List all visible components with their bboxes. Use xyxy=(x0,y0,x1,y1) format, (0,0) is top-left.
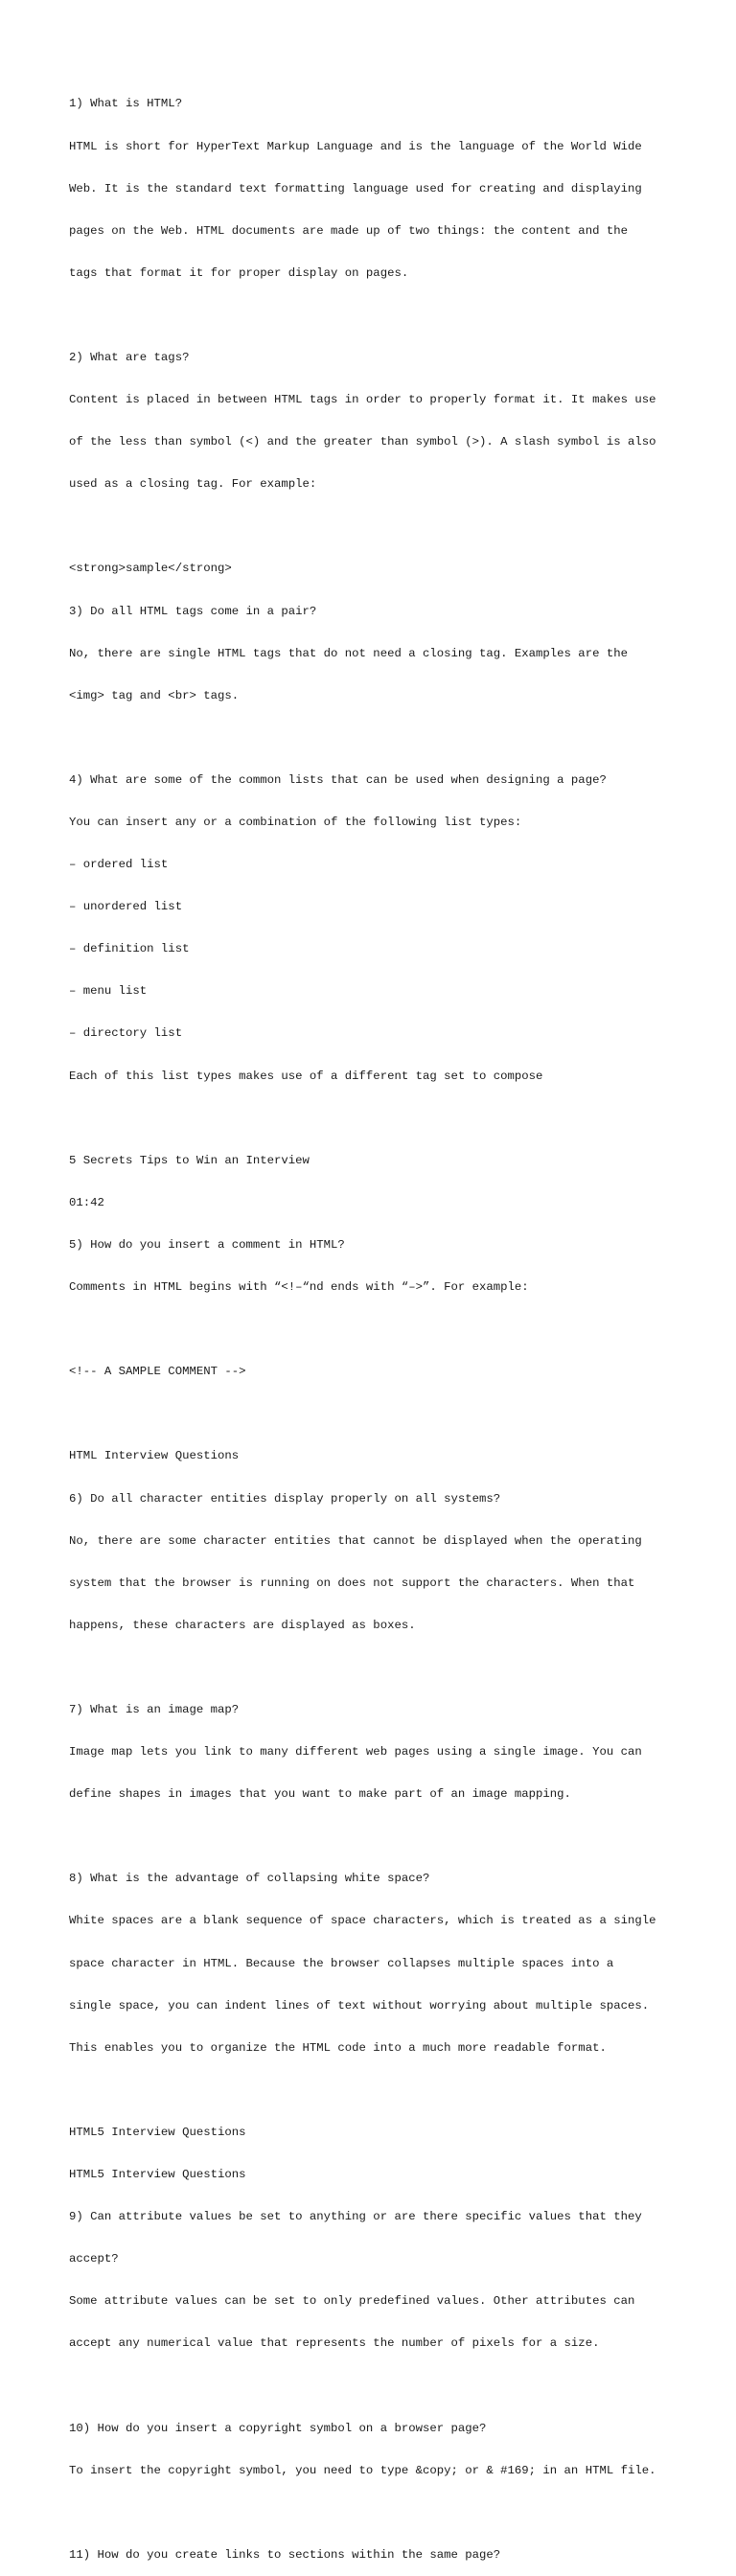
text-line: 2) What are tags? xyxy=(69,350,190,364)
blank-line xyxy=(69,1661,721,1675)
list-item: – directory list xyxy=(69,1026,183,1041)
text-line: 10) How do you insert a copyright symbol on a browser page? xyxy=(69,2421,487,2435)
text-line: 11) How do you create links to sections within the same page? xyxy=(69,2547,501,2562)
text-line: To insert the copyright symbol, you need to type &copy; or & #169; in an HTML file. xyxy=(69,2463,656,2477)
text-line: Each of this list types makes use of a different tag set to compose xyxy=(69,1069,543,1083)
text-line: HTML is short for HyperText Markup Language and is the language of the World Wide xyxy=(69,139,642,153)
blank-line xyxy=(69,2506,721,2520)
text-line: 3) Do all HTML tags come in a pair? xyxy=(69,604,317,618)
text-line: 7) What is an image map? xyxy=(69,1702,240,1716)
blank-line xyxy=(69,2083,721,2098)
text-line: Web. It is the standard text formatting language used for creating and displaying xyxy=(69,181,642,196)
text-line: 5 Secrets Tips to Win an Interview xyxy=(69,1153,310,1167)
text-line: 1) What is HTML? xyxy=(69,97,183,111)
blank-line xyxy=(69,1322,721,1337)
text-line: 5) How do you insert a comment in HTML? xyxy=(69,1237,345,1252)
text-line: accept any numerical value that represents the number of pixels for a size. xyxy=(69,2336,600,2351)
text-line: HTML Interview Questions xyxy=(69,1449,240,1463)
text-line: of the less than symbol (<) and the greater than symbol (>). A slash symbol is also xyxy=(69,435,656,449)
text-line: used as a closing tag. For example: xyxy=(69,477,317,492)
list-item: – menu list xyxy=(69,984,148,999)
text-line: You can insert any or a combination of the following list types: xyxy=(69,816,522,829)
text-line: This enables you to organize the HTML code into a much more readable format. xyxy=(69,2040,607,2055)
list-item: – definition list xyxy=(69,942,190,956)
text-line: 8) What is the advantage of collapsing white space? xyxy=(69,1872,430,1886)
blank-line xyxy=(69,1829,721,1844)
list-item: – unordered list xyxy=(69,900,183,914)
list-item: – ordered list xyxy=(69,858,169,872)
text-line: <img> tag and <br> tags. xyxy=(69,688,240,702)
text-line: <!-- A SAMPLE COMMENT --> xyxy=(69,1365,246,1379)
blank-line xyxy=(69,731,721,746)
blank-line xyxy=(69,1112,721,1126)
blank-line xyxy=(69,519,721,534)
text-line: pages on the Web. HTML documents are made up of two things: the content and the xyxy=(69,223,628,238)
text-line: tags that format it for proper display on pages. xyxy=(69,265,409,280)
text-line: space character in HTML. Because the browser collapses multiple spaces into a xyxy=(69,1956,614,1970)
text-line: HTML5 Interview Questions xyxy=(69,2125,246,2139)
blank-line xyxy=(69,2379,721,2393)
blank-line xyxy=(69,1407,721,1421)
text-line: Comments in HTML begins with “<!–“nd ends with “–>”. For example: xyxy=(69,1280,529,1295)
text-line: 01:42 xyxy=(69,1195,104,1209)
text-line: 4) What are some of the common lists that can be used when designing a page? xyxy=(69,772,607,787)
text-line: HTML5 Interview Questions xyxy=(69,2168,246,2181)
text-line: define shapes in images that you want to make part of an image mapping. xyxy=(69,1787,571,1802)
document-body xyxy=(69,69,721,2576)
text-line: single space, you can indent lines of text without worrying about multiple spaces. xyxy=(69,1998,650,2012)
blank-line xyxy=(69,309,721,323)
text-line: 9) Can attribute values be set to anything or are there specific values that they xyxy=(69,2210,642,2224)
text-line: accept? xyxy=(69,2252,119,2266)
text-line: Some attribute values can be set to only predefined values. Other attributes can xyxy=(69,2294,635,2309)
text-line: Content is placed in between HTML tags in order to properly format it. It makes use xyxy=(69,393,656,407)
text-line: system that the browser is running on does not support the characters. When that xyxy=(69,1576,635,1590)
text-line: White spaces are a blank sequence of space characters, which is treated as a single xyxy=(69,1914,656,1928)
text-line: Image map lets you link to many different web pages using a single image. You can xyxy=(69,1745,642,1760)
text-line: No, there are some character entities that cannot be displayed when the operating xyxy=(69,1533,642,1548)
text-line: 6) Do all character entities display properly on all systems? xyxy=(69,1491,501,1506)
text-line: No, there are single HTML tags that do not need a closing tag. Examples are the xyxy=(69,646,628,660)
text-line: happens, these characters are displayed as boxes. xyxy=(69,1618,416,1632)
text-line: <strong>sample</strong> xyxy=(69,562,232,576)
